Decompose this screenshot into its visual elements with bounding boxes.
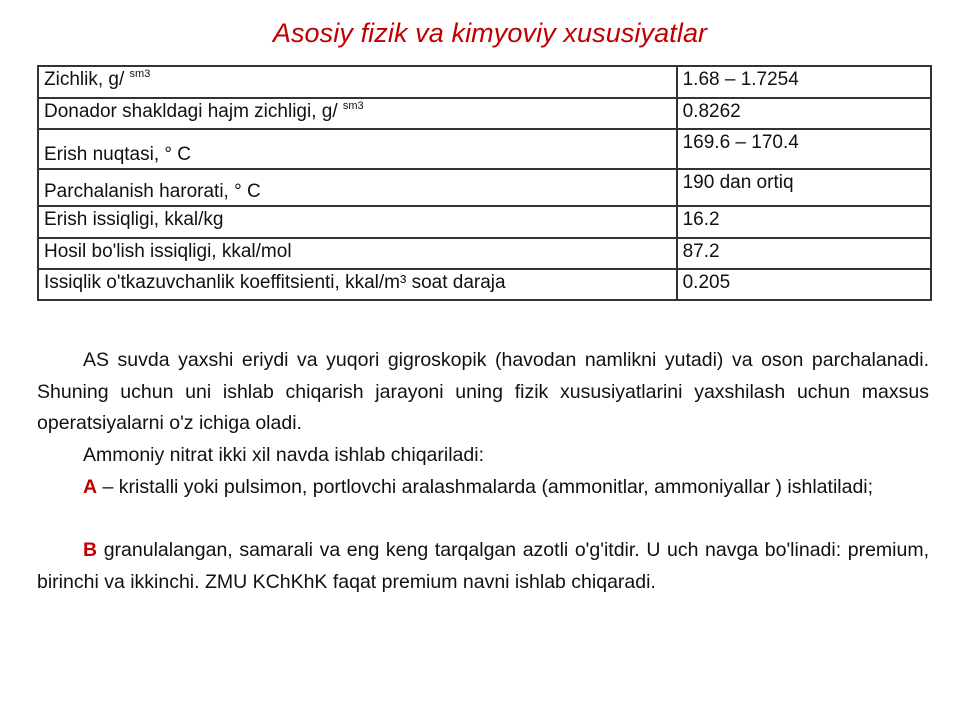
unit-superscript: sm3 bbox=[342, 100, 364, 112]
table-row bbox=[38, 206, 931, 238]
grade-b-marker: B bbox=[83, 539, 98, 561]
property-label: Donador shakldagi hajm zichligi, g/ bbox=[44, 101, 343, 122]
table-row bbox=[38, 66, 931, 98]
property-name bbox=[38, 66, 677, 98]
table-row bbox=[38, 98, 931, 129]
property-name: Erish issiqligi, kkal/kg bbox=[38, 206, 677, 238]
unit-superscript: sm3 bbox=[129, 68, 151, 80]
property-value: 190 dan ortiq bbox=[677, 169, 931, 206]
property-value: 0.205 bbox=[677, 269, 931, 300]
property-name: Hosil bo'lish issiqligi, kkal/mol bbox=[38, 238, 677, 269]
grade-b-text: granulalangan, samarali va eng keng tarqalgan azotli o'g'itdir. U uch navga bo'linadi: premium, birinchi va ikkinchi. ZMU KChKhK faqat premium navni ishlab chiqaradi. bbox=[37, 539, 929, 593]
property-name: Erish nuqtasi, ° C bbox=[38, 129, 677, 169]
property-name: Parchalanish harorati, ° C bbox=[38, 169, 677, 206]
table-row bbox=[38, 269, 931, 300]
paragraph-intro: AS suvda yaxshi eriydi va yuqori gigroskopik (havodan namlikni yutadi) va oson parchalanadi. Shuning uchun uni ishlab chiqarish jarayoni uning fizik xususiyatlarini yaxshilash uchun maxsus operatsiyalarni o'z ichiga oladi. bbox=[37, 349, 929, 434]
slide-title: Asosiy fizik va kimyoviy xususiyatlar bbox=[272, 18, 708, 48]
properties-table bbox=[37, 65, 932, 301]
property-value: 1.68 – 1.7254 bbox=[677, 66, 931, 98]
property-value: 16.2 bbox=[677, 206, 931, 238]
paragraph-grade-a bbox=[37, 472, 929, 504]
property-value: 87.2 bbox=[677, 238, 931, 269]
property-value: 169.6 – 170.4 bbox=[677, 129, 931, 169]
paragraph-grade-b bbox=[37, 535, 929, 598]
property-label: Zichlik, g/ bbox=[44, 69, 130, 90]
grade-a-marker: A bbox=[83, 476, 98, 498]
table-row bbox=[38, 238, 931, 269]
property-value: 0.8262 bbox=[677, 98, 931, 129]
property-name: Issiqlik o'tkazuvchanlik koeffitsienti, kkal/m³ soat daraja bbox=[38, 269, 677, 300]
table-row bbox=[38, 169, 931, 206]
grade-a-text: – kristalli yoki pulsimon, portlovchi aralashmalarda (ammonitlar, ammoniyallar ) ishlatiladi; bbox=[97, 476, 874, 498]
table-row bbox=[38, 129, 931, 169]
paragraph-grades: Ammoniy nitrat ikki xil navda ishlab chiqariladi: bbox=[83, 444, 484, 466]
property-name bbox=[38, 98, 677, 129]
